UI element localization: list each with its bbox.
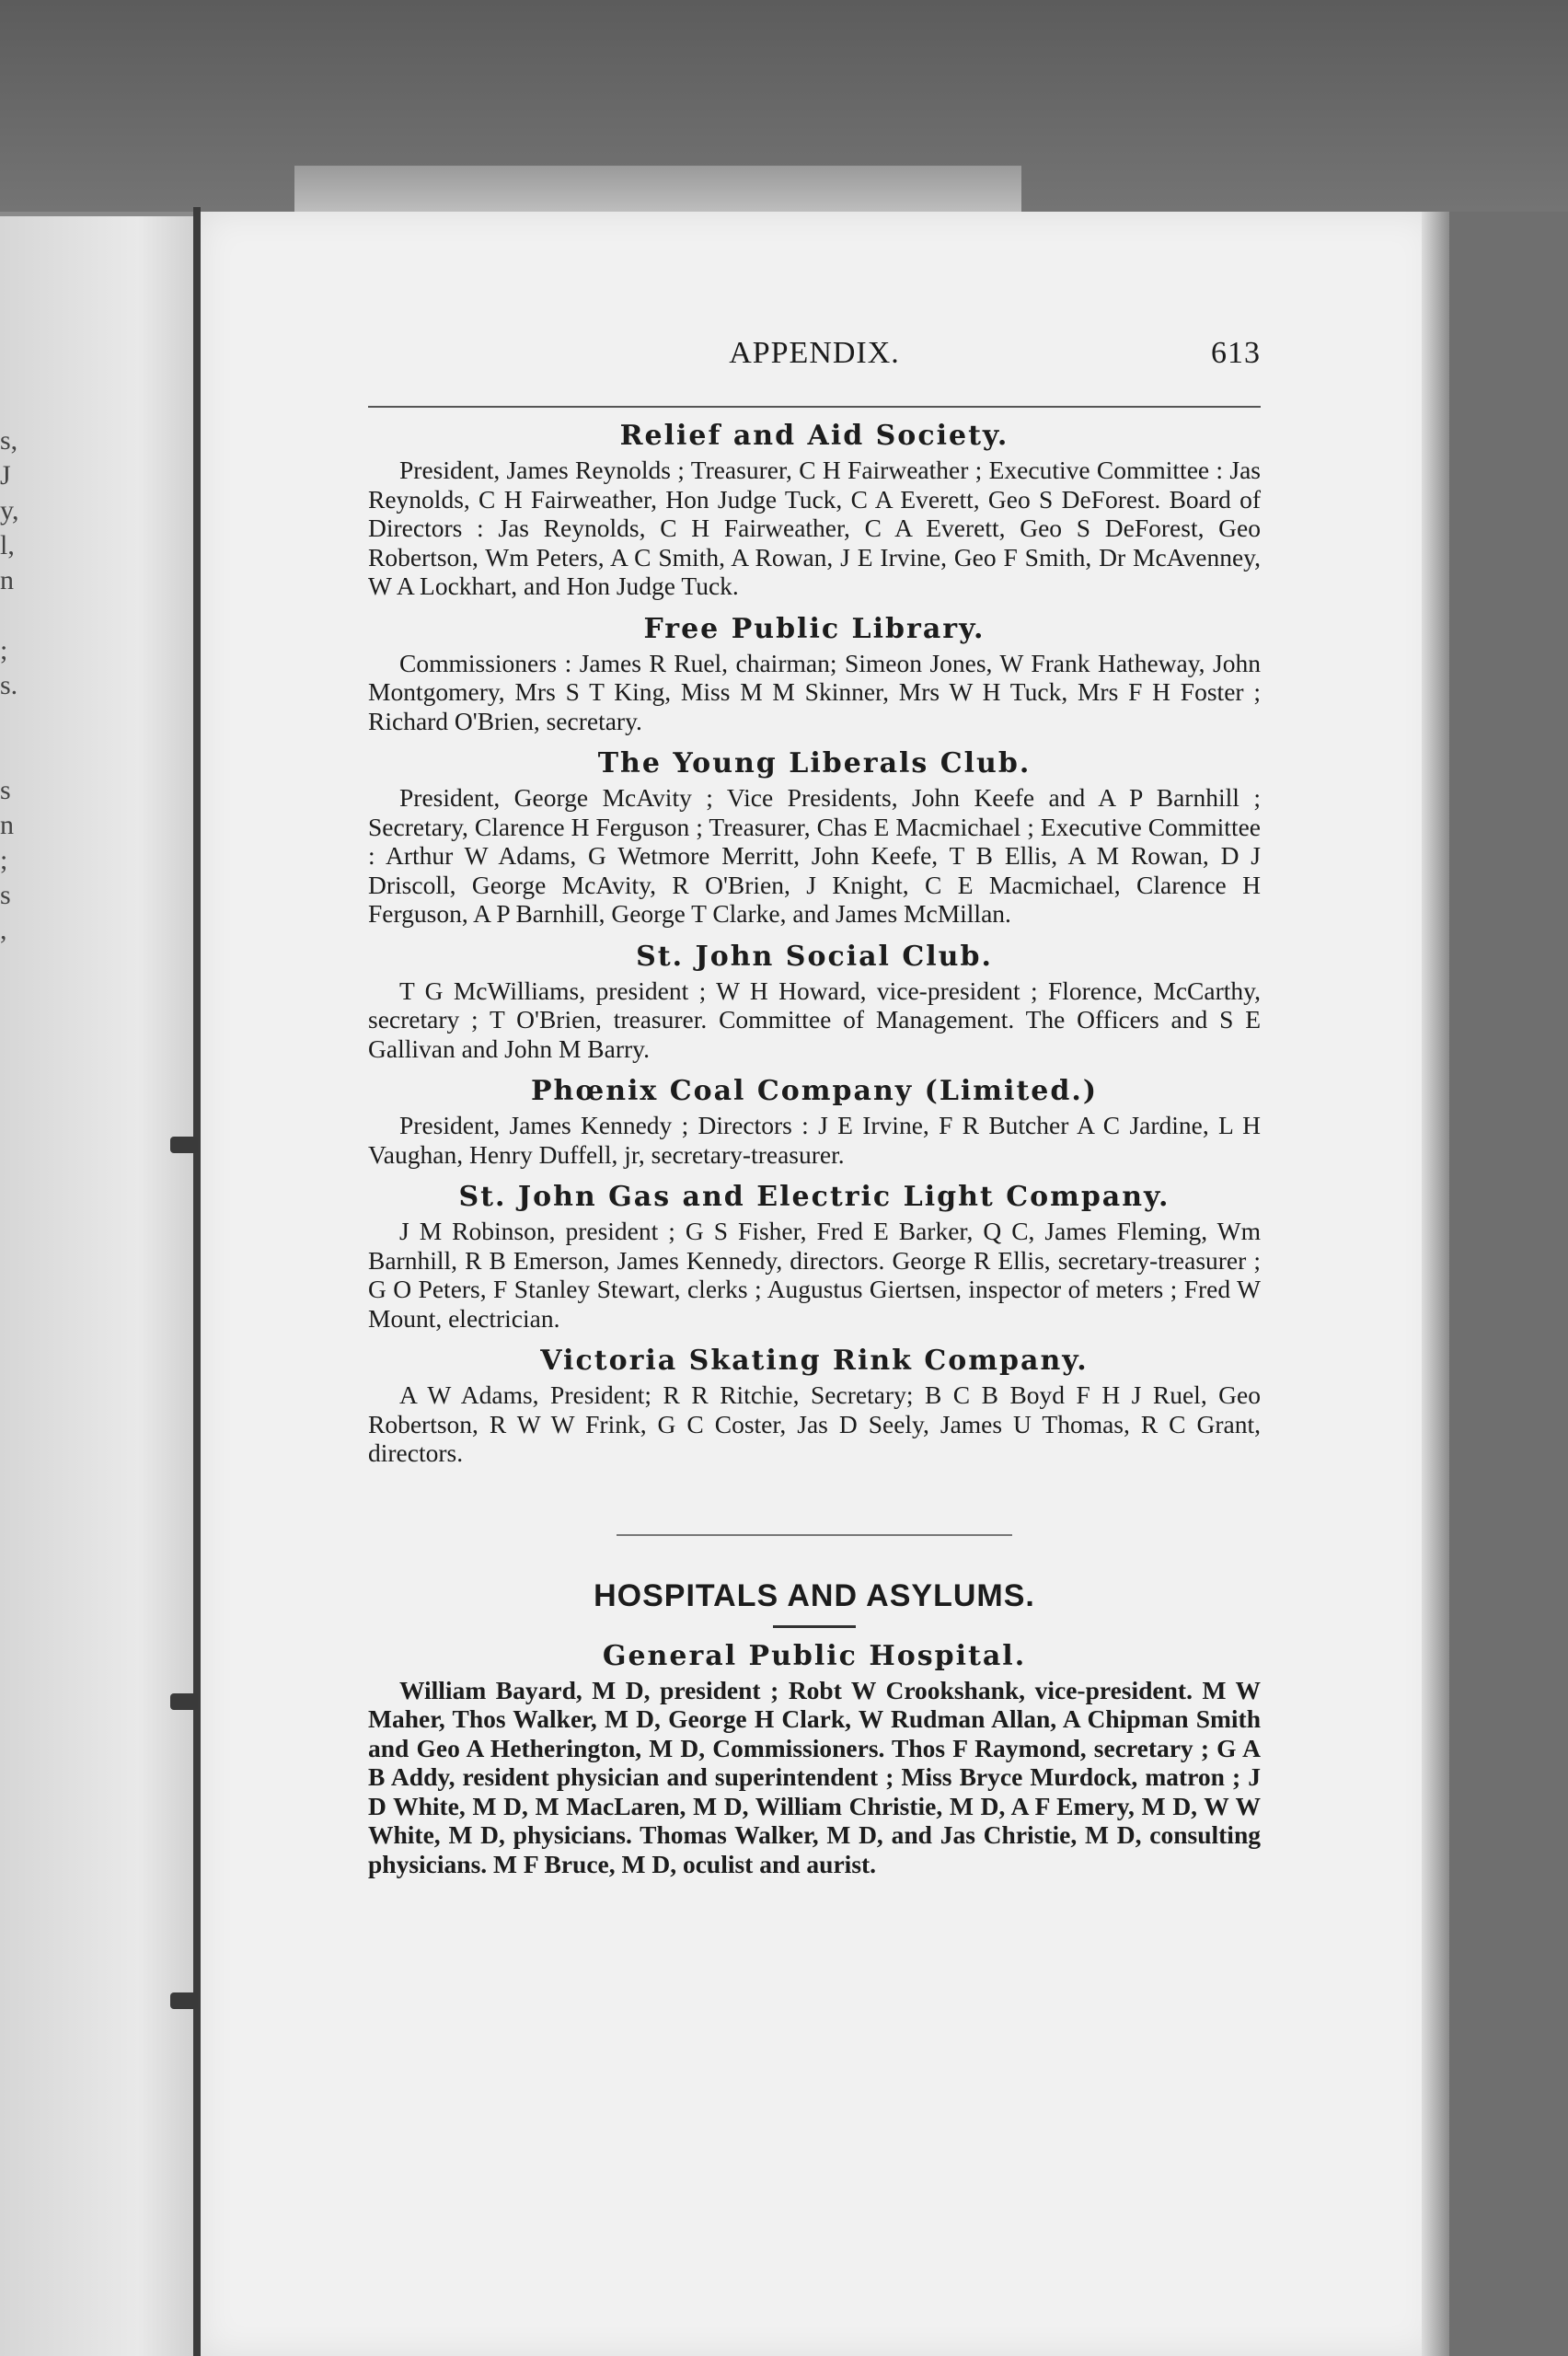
page-content bbox=[368, 336, 1261, 1878]
section-free-public-library bbox=[368, 614, 1261, 736]
section-text: J M Robinson, president ; G S Fisher, Fred E Barker, Q C, James Fleming, Wm Barnhill, R B Emerson, James Kennedy, directors. George R Ellis, secretary-treasurer ; G O Peters, F Stanley Stewart, clerks ; Augustus Giertsen, inspector of meters ; Fred W Mount, electrician. bbox=[368, 1217, 1261, 1333]
section-hospitals-asylums bbox=[368, 1578, 1261, 1879]
margin-fragment: n bbox=[0, 810, 14, 840]
page-number: 613 bbox=[1211, 336, 1261, 370]
margin-fragment: n bbox=[0, 565, 14, 595]
margin-fragment bbox=[0, 598, 28, 633]
previous-page-margin-text bbox=[0, 423, 28, 948]
margin-fragment: s. bbox=[0, 670, 18, 700]
margin-fragment bbox=[0, 703, 28, 738]
section-heading: St. John Social Club. bbox=[636, 940, 993, 973]
binding-clip bbox=[170, 1137, 198, 1153]
section-heading: St. John Gas and Electric Light Company. bbox=[458, 1181, 1170, 1213]
previous-page bbox=[0, 216, 198, 2356]
section-heading: Victoria Skating Rink Company. bbox=[540, 1345, 1089, 1377]
section-text: Commissioners : James R Ruel, chairman; Simeon Jones, W Frank Hatheway, John Montgomery, Mrs S T King, Miss M M Skinner, Mrs W H Tuck, Mrs F H Foster ; Richard O'Brien, secretary. bbox=[368, 648, 1261, 735]
section-heading: Relief and Aid Society. bbox=[619, 420, 1009, 452]
header-rule bbox=[368, 406, 1261, 408]
margin-fragment: s, bbox=[0, 425, 18, 456]
binding-clip bbox=[170, 1693, 198, 1710]
section-young-liberals-club bbox=[368, 748, 1261, 929]
binding-clip bbox=[170, 1992, 198, 2009]
short-rule bbox=[773, 1625, 856, 1628]
section-text: William Bayard, M D, president ; Robt W Crookshank, vice-president. M W Maher, Thos Walker, M D, George H Clark, W Rudman Allan, A Chipman Smith and Geo A Hetherington, M D, Commissioners. Thos F Raymond, secretary ; G A B Addy, resident physician and superintendent ; Miss Bryce Murdock, matron ; J D White, M D, M MacLaren, M D, William Christie, M D, A F Emery, M D, W W White, M D, physicians. Thomas Walker, M D, and Jas Christie, M D, consulting physicians. M F Bruce, M D, oculist and aurist. bbox=[368, 1675, 1261, 1878]
section-st-john-social-club bbox=[368, 941, 1261, 1064]
section-text: President, James Reynolds ; Treasurer, C H Fairweather ; Executive Committee : Jas Reynolds, C H Fairweather, Hon Judge Tuck, C A Everett, Geo S DeForest. Board of Directors : Jas Reynolds, C H Fairweather, C A Everett, Geo S DeForest, Geo Robertson, Wm Peters, A C Smith, A Rowan, J E Irvine, Geo F Smith, Dr McAvenney, W A Lockhart, and Hon Judge Tuck. bbox=[368, 456, 1261, 600]
section-text: T G McWilliams, president ; W H Howard, vice-president ; Florence, McCarthy, secretary ; T O'Brien, treasurer. Committee of Management. The Officers and S E Gallivan and John M Barry. bbox=[368, 976, 1261, 1063]
section-gas-electric-light-company bbox=[368, 1182, 1261, 1333]
margin-fragment: ; bbox=[0, 635, 8, 665]
section-heading: General Public Hospital. bbox=[602, 1639, 1027, 1672]
binding-strip bbox=[294, 166, 1021, 212]
section-separator bbox=[617, 1534, 1012, 1536]
book-spine bbox=[193, 207, 201, 2356]
running-head bbox=[368, 336, 1261, 382]
page-edge-shadow bbox=[1422, 212, 1449, 2356]
margin-fragment: ; bbox=[0, 845, 8, 875]
margin-fragment: J bbox=[0, 460, 11, 491]
section-heading: Free Public Library. bbox=[643, 612, 986, 645]
margin-fragment bbox=[0, 738, 28, 773]
section-text: President, George McAvity ; Vice Presidents, John Keefe and A P Barnhill ; Secretary, Clarence H Ferguson ; Treasurer, Chas E Macmichael ; Executive Committee : Arthur W Adams, G Wetmore Merritt, John Keefe, T B Ellis, A M Rowan, D J Driscoll, George McAvity, R O'Brien, J Knight, C E Macmichael, Clarence H Ferguson, A P Barnhill, George T Clarke, and James McMillan. bbox=[368, 783, 1261, 928]
margin-fragment: s bbox=[0, 880, 11, 910]
section-text: President, James Kennedy ; Directors : J E Irvine, F R Butcher A C Jardine, L H Vaughan, Henry Duffell, jr, secretary-treasurer. bbox=[368, 1111, 1261, 1169]
major-section-heading: HOSPITALS AND ASYLUMS. bbox=[594, 1577, 1035, 1613]
margin-fragment: , bbox=[0, 915, 7, 945]
margin-fragment: l, bbox=[0, 530, 15, 560]
section-victoria-skating-rink bbox=[368, 1345, 1261, 1468]
margin-fragment: y, bbox=[0, 495, 19, 525]
section-text: A W Adams, President; R R Ritchie, Secretary; B C B Boyd F H J Ruel, Geo Robertson, R W W Frink, G C Coster, Jas D Seely, James U Thomas, R C Grant, directors. bbox=[368, 1380, 1261, 1467]
section-heading: Phœnix Coal Company (Limited.) bbox=[530, 1075, 1099, 1107]
section-heading: The Young Liberals Club. bbox=[597, 747, 1032, 780]
section-phoenix-coal-company bbox=[368, 1076, 1261, 1169]
section-relief-aid-society bbox=[368, 421, 1261, 601]
margin-fragment: s bbox=[0, 775, 11, 805]
running-head-title: APPENDIX. bbox=[729, 336, 900, 370]
